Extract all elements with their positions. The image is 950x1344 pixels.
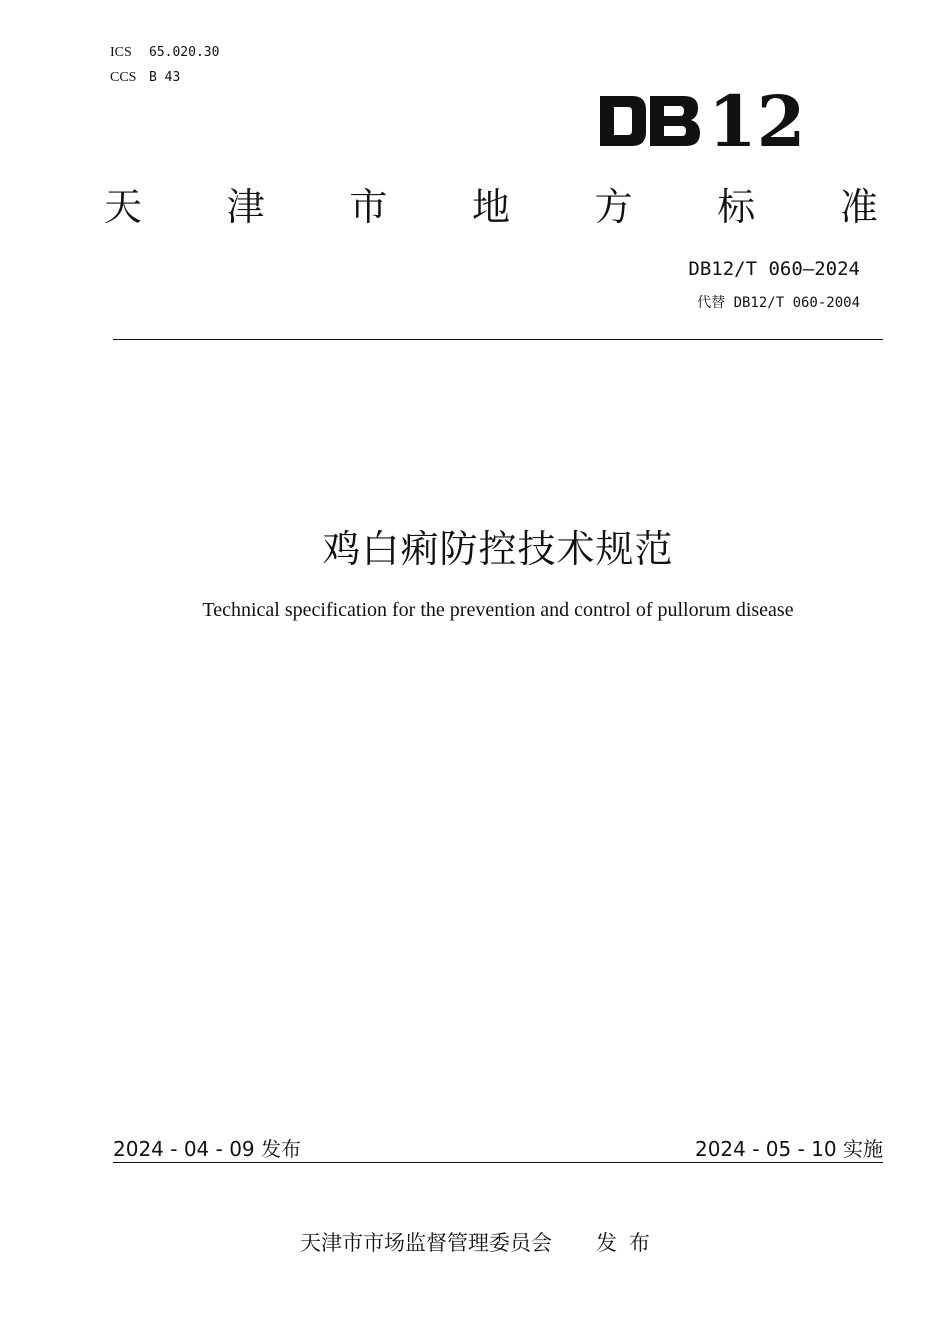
document-title: 鸡白痢防控技术规范 (322, 527, 674, 571)
standard-type-heading (104, 183, 878, 231)
svg-text:12: 12 (708, 80, 806, 160)
standard-type-char: 市 (349, 185, 388, 229)
standard-number: DB12/T 060—2024 (688, 258, 860, 280)
footer-divider (113, 1162, 883, 1163)
standard-type-char: 标 (717, 185, 756, 229)
standard-type-char: 方 (594, 185, 633, 229)
ccs-row (110, 70, 180, 86)
db12-logo (598, 80, 813, 160)
document-subtitle: Technical specification for the prevention and control of pullorum disease (202, 599, 794, 621)
ics-row (110, 45, 219, 61)
ccs-value: B 43 (149, 70, 181, 85)
header-divider (113, 339, 883, 340)
issuer-name: 天津市市场监督管理委员会 (300, 1231, 552, 1255)
standard-type-char: 天 (104, 185, 143, 229)
standard-type-char: 准 (839, 185, 878, 229)
standard-type-char: 津 (226, 185, 265, 229)
issuer-action: 发布 (596, 1231, 662, 1255)
publish-date: 2024 - 04 - 09 发布 (113, 1137, 302, 1161)
issuer-line (300, 1227, 662, 1257)
replaces-standard: 代替 DB12/T 060-2004 (697, 295, 860, 311)
effective-date: 2024 - 05 - 10 实施 (694, 1137, 883, 1161)
standard-type-char: 地 (471, 185, 510, 229)
ics-label: ICS (110, 45, 132, 60)
ccs-label: CCS (110, 70, 137, 85)
ics-value: 65.020.30 (149, 45, 220, 60)
